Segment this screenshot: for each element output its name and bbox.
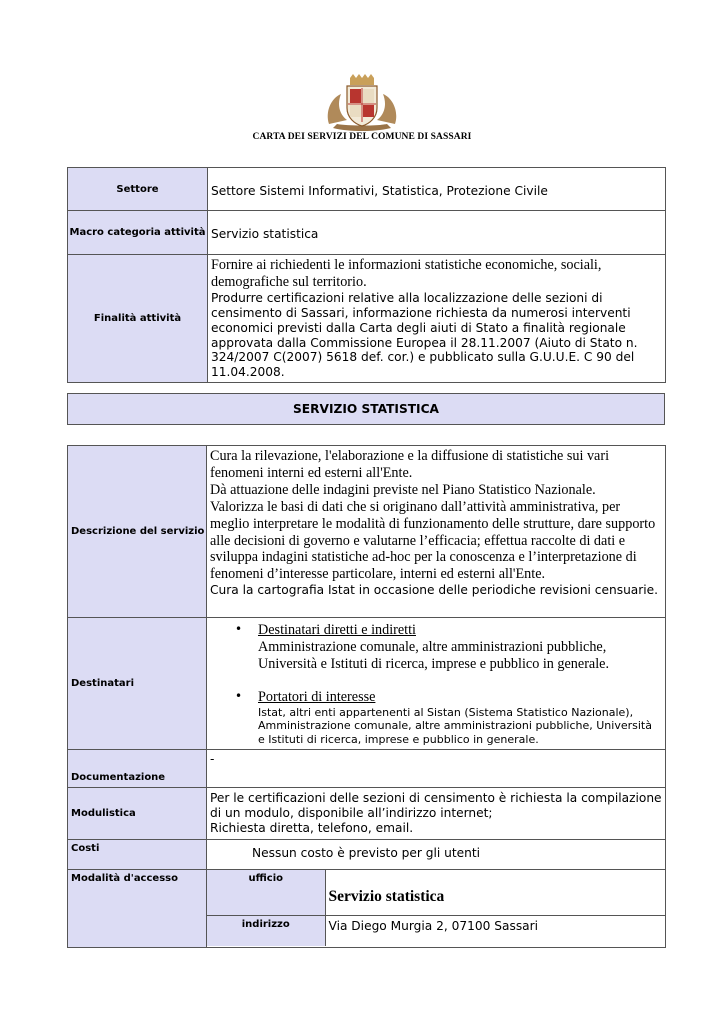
activity-info-table [67,167,666,383]
bullet-icon: • [235,688,243,703]
descrizione-value [207,446,666,618]
service-table [67,445,666,948]
destinatari-diretti-title: Destinatari diretti e indiretti [258,622,416,638]
macro-categoria-value: Servizio statistica [208,211,666,255]
bullet-icon: • [235,622,243,636]
portatori-title: Portatori di interesse [258,688,376,705]
indirizzo-value: Via Diego Murgia 2, 07100 Sassari [325,915,665,946]
finalita-value [208,255,666,383]
destinatari-list [210,622,662,746]
modulistica-value: Per le certificazioni delle sezioni di censimento è richiesta la compilazione di un modulo, disponibile all’indirizzo internet; Richiesta diretta, telefono, email. [207,788,666,840]
indirizzo-label: indirizzo [207,915,325,946]
settore-value: Settore Sistemi Informativi, Statistica, Protezione Civile [208,168,666,211]
macro-categoria-label: Macro categoria attività [68,211,208,255]
destinatari-value [207,618,666,750]
modalita-accesso-label: Modalità d'accesso [68,870,207,948]
finalita-label: Finalità attività [68,255,208,383]
descrizione-label: Descrizione del servizio [68,446,207,618]
descrizione-serif-text: Cura la rilevazione, l'elaborazione e la diffusione di statistiche sui vari fenomeni interni ed esterni all'Ente. Dà attuazione delle indagini previste nel Piano Statistico Nazionale. Valorizza le basi di dati che si originano dall’attività amministrativa, per meglio interpretare le modalità di funzionamento delle strutture, dare supporto alle decisioni di governo e valutarne l’efficacia; effettua raccolte di dati e sviluppa indagini statistiche ad-hoc per la conoscenza e l’interpretazione di fenomeni d’interesse particolare, interni ed esterni all'Ente. [210,448,656,583]
ufficio-label: ufficio [207,870,325,915]
document-title: CARTA DEI SERVIZI DEL COMUNE DI SASSARI [252,132,472,142]
finalita-sans-text: Produrre certificazioni relative alla localizzazione delle sezioni di censimento di Sassari, informazione richiesta da numerosi interventi economici previsti dalla Carta degli aiuti di Stato a finalità regionale approvata dalla Commissione Europea il 28.11.2007 (Aiuto di Stato n. 324/2007 C(2007) 5618 def. cor.) e pubblicato sulla G.U.U.E. C 90 del 11.04.2008. [211,290,638,380]
descrizione-sans-text: Cura la cartografia Istat in occasione delle periodiche revisioni censuarie. [210,583,659,598]
costi-label: Costi [68,840,207,870]
list-item [210,689,662,746]
section-banner: SERVIZIO STATISTICA [67,393,665,425]
city-crest-logo [323,74,401,132]
documentazione-value: - [207,750,666,788]
destinatari-label: Destinatari [68,618,207,750]
finalita-serif-text: Fornire ai richiedenti le informazioni statistiche economiche, sociali, demografiche sul territorio. [211,257,602,290]
settore-label: Settore [68,168,208,211]
modulistica-label: Modulistica [68,788,207,840]
accesso-inner-table [207,870,665,946]
destinatari-diretti-text: Amministrazione comunale, altre amministrazioni pubbliche, Università e Istituti di ricerca, imprese e pubblico in generale. [258,638,610,672]
modalita-accesso-value [207,870,666,948]
costi-value: Nessun costo è previsto per gli utenti [207,840,666,870]
list-item [210,622,662,673]
portatori-text: Istat, altri enti appartenenti al Sistan (Sistema Statistico Nazionale), Amministrazione comunale, altre amministrazioni pubbliche, Università e Istituti di ricerca, imprese e pubblico in generale. [258,705,652,746]
ufficio-value: Servizio statistica [328,888,445,905]
documentazione-label: Documentazione [68,750,207,788]
